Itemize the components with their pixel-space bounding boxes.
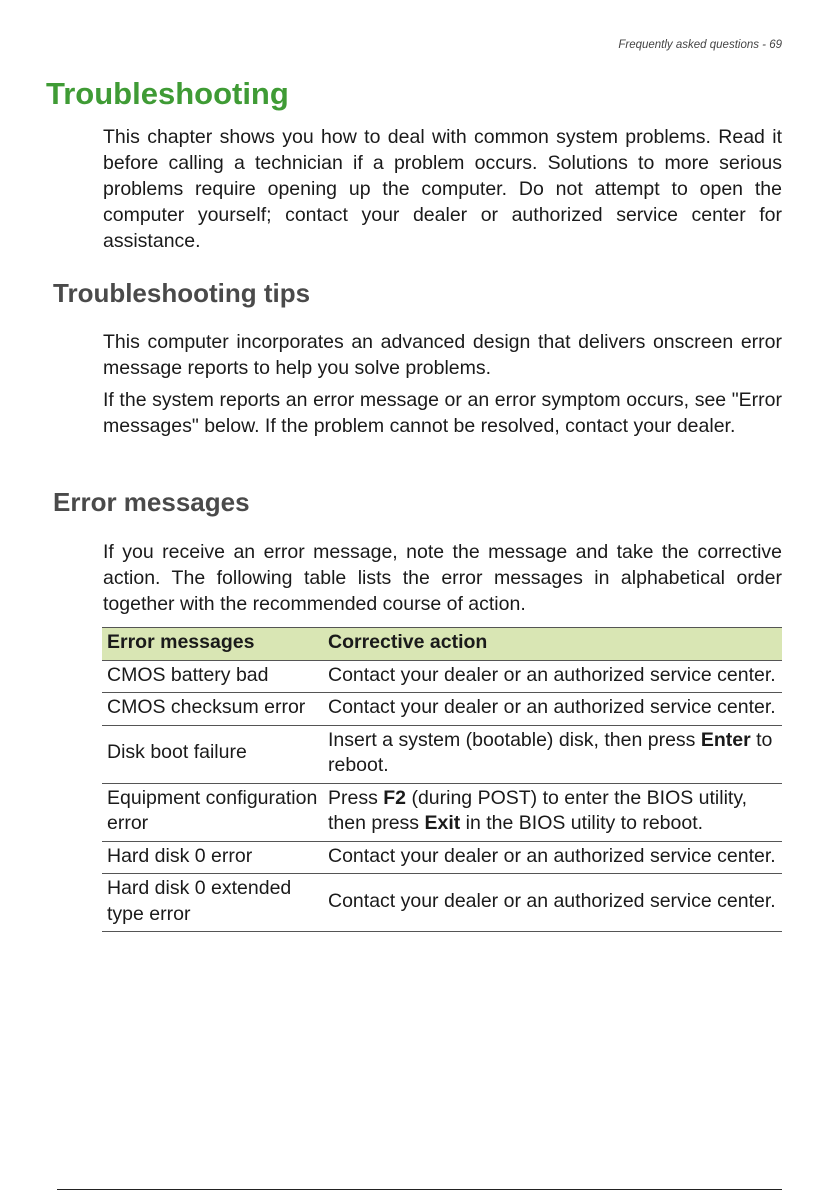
error-messages-intro: If you receive an error message, note the message and take the corrective action. The following table lists the error messages in alphabetical order together with the recommended course of action. — [103, 541, 782, 615]
action-text: Press — [328, 786, 384, 809]
table-header-row — [102, 628, 782, 661]
corrective-action-cell — [323, 725, 782, 783]
tips-paragraph-1: This computer incorporates an advanced design that delivers onscreen error message reports to help you solve problems. — [103, 331, 782, 379]
error-message-cell: Hard disk 0 error — [102, 841, 323, 874]
running-header: Frequently asked questions - 69 — [618, 39, 782, 51]
corrective-action-cell — [323, 783, 782, 841]
error-message-cell: CMOS battery bad — [102, 660, 323, 693]
action-text: in the BIOS utility to reboot. — [460, 812, 704, 834]
corrective-action-cell: Contact your dealer or an authorized service center. — [323, 841, 782, 874]
table-row — [102, 725, 782, 783]
column-header-error-messages: Error messages — [102, 628, 323, 661]
section-title-troubleshooting-tips: Troubleshooting tips — [53, 278, 311, 308]
column-header-corrective-action: Corrective action — [323, 628, 782, 661]
error-messages-table — [102, 627, 782, 932]
error-message-cell: Hard disk 0 extended type error — [102, 874, 323, 932]
corrective-action-cell: Contact your dealer or an authorized service center. — [323, 874, 782, 932]
tips-paragraph-2: If the system reports an error message or an error symptom occurs, see "Error messages" below. If the problem cannot be resolved, contact your dealer. — [103, 389, 782, 437]
table-row — [102, 841, 782, 874]
error-message-cell: Disk boot failure — [102, 725, 323, 783]
action-text: to reboot. — [328, 728, 773, 776]
table-row — [102, 660, 782, 693]
chapter-intro-paragraph: This chapter shows you how to deal with common system problems. Read it before calling a technician if a problem occurs. Solutions to more serious problems require opening up the computer. Do not attempt to open the computer yourself; contact your dealer or authorized service center for assistance. — [103, 126, 782, 252]
table-row — [102, 783, 782, 841]
footer-divider — [57, 1189, 782, 1190]
error-message-cell: CMOS checksum error — [102, 693, 323, 726]
key-exit: Exit — [424, 812, 461, 834]
key-f2: F2 — [383, 786, 407, 809]
key-enter: Enter — [700, 728, 751, 751]
table-row — [102, 874, 782, 932]
error-message-cell: Equipment configuration error — [102, 783, 323, 841]
table-row — [102, 693, 782, 726]
corrective-action-cell: Contact your dealer or an authorized service center. — [323, 660, 782, 693]
action-text: Insert a system (bootable) disk, then press — [328, 728, 701, 751]
chapter-title: Troubleshooting — [46, 76, 289, 111]
section-title-error-messages: Error messages — [53, 487, 250, 517]
action-text: (during POST) to enter the BIOS utility, then press — [328, 786, 748, 834]
corrective-action-cell: Contact your dealer or an authorized service center. — [323, 693, 782, 726]
